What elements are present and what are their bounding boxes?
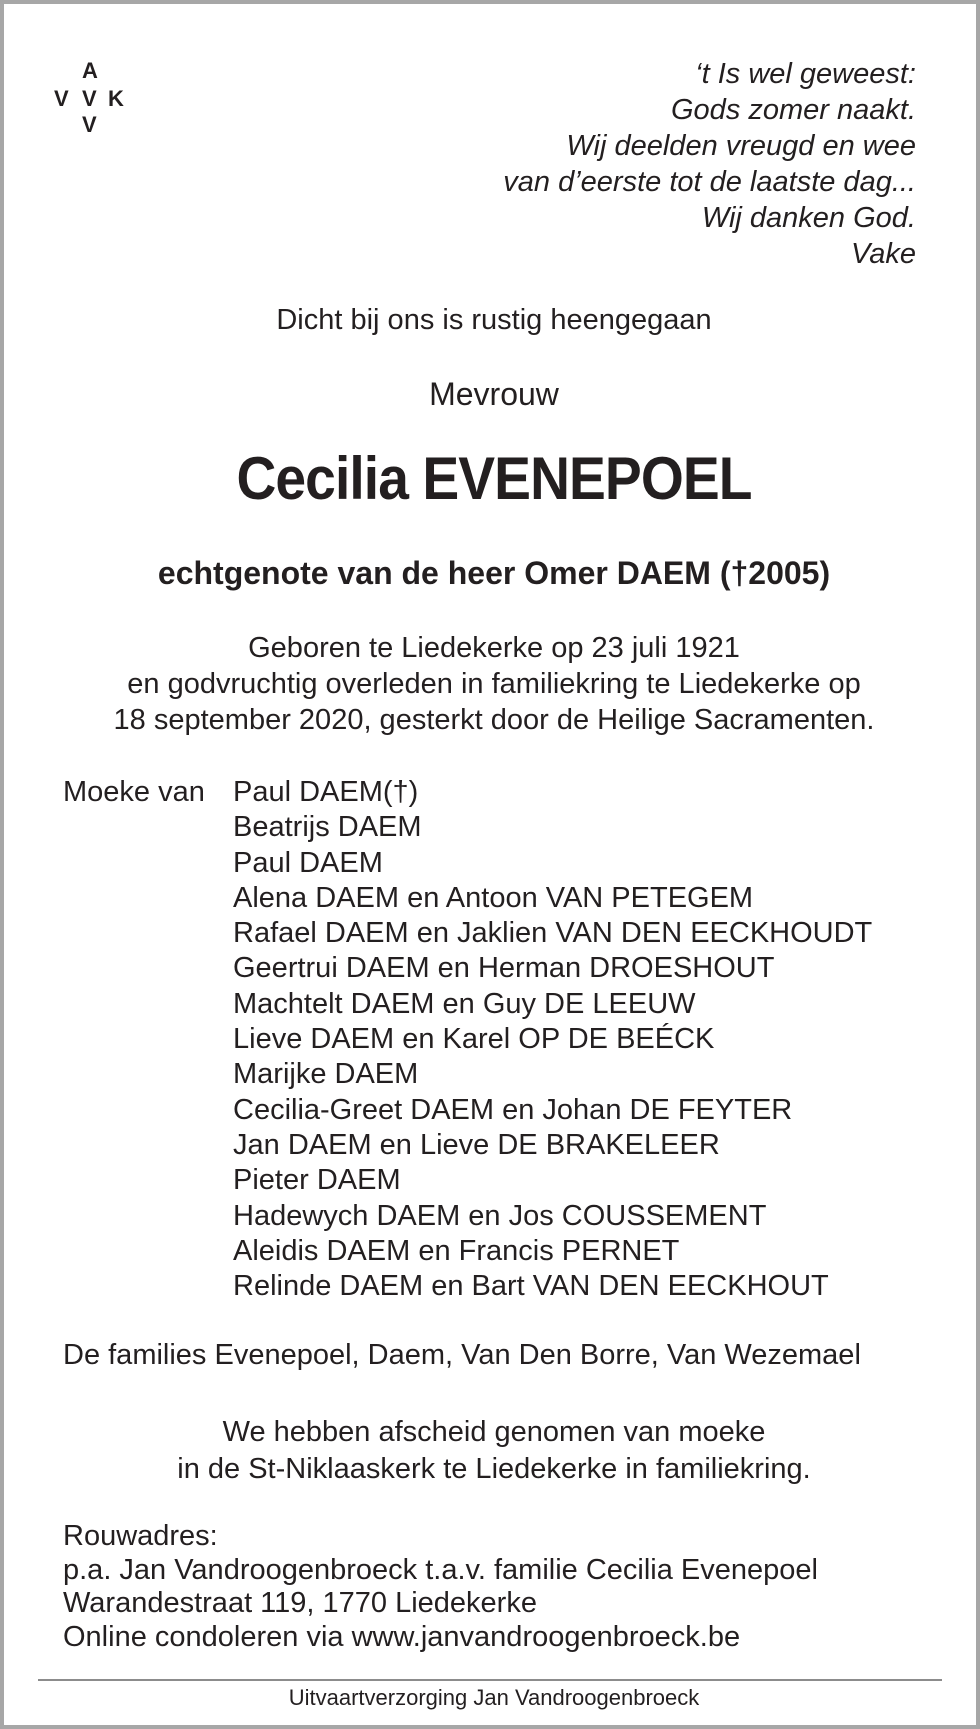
child-entry: Marijke DAEM — [233, 1058, 419, 1091]
farewell-text — [4, 1414, 980, 1488]
address-line: Warandestraat 119, 1770 Liedekerke — [63, 1587, 537, 1619]
child-entry: Cecilia-Greet DAEM en Johan DE FEYTER — [233, 1093, 793, 1126]
emblem-letter-bottom: V — [82, 112, 97, 137]
poem-line: Wij deelden vreugd en wee — [566, 130, 916, 162]
child-entry: Alena DAEM en Antoon VAN PETEGEM — [233, 881, 754, 914]
avvk-emblem — [54, 60, 130, 136]
bio-line: 18 september 2020, gesterkt door de Heilige Sacramenten. — [113, 704, 875, 736]
poem-line: Wij danken God. — [701, 202, 916, 234]
children-label: Moeke van — [63, 776, 205, 808]
emblem-letter-right: K — [108, 86, 124, 111]
farewell-line: in de St-Niklaaskerk te Liedekerke in familiekring. — [177, 1453, 811, 1485]
bio-line: Geboren te Liedekerke op 23 juli 1921 — [248, 632, 740, 664]
children-list — [233, 775, 872, 1304]
address-line: p.a. Jan Vandroogenbroeck t.a.v. familie Cecilia Evenepoel — [63, 1553, 818, 1586]
child-entry: Geertrui DAEM en Herman DROESHOUT — [233, 952, 775, 985]
child-entry: Hadewych DAEM en Jos COUSSEMENT — [233, 1199, 767, 1232]
child-entry: Beatrijs DAEM — [233, 811, 422, 844]
mourning-address — [63, 1520, 818, 1654]
spouse-line: echtgenote van de heer Omer DAEM (†2005) — [157, 555, 831, 591]
footer-divider — [38, 1679, 942, 1681]
poem-line: van d’eerste tot de laatste dag... — [503, 166, 916, 198]
salutation: Mevrouw — [429, 376, 559, 412]
child-entry: Rafael DAEM en Jaklien VAN DEN EECKHOUDT — [233, 917, 873, 950]
farewell-line: We hebben afscheid genomen van moeke — [222, 1416, 766, 1448]
address-heading: Rouwadres: — [63, 1520, 218, 1552]
child-entry: Aleidis DAEM en Francis PERNET — [233, 1234, 680, 1267]
child-entry: Pieter DAEM — [233, 1164, 401, 1197]
child-entry: Paul DAEM(†) — [233, 776, 419, 808]
poem-line: Gods zomer naakt. — [671, 94, 916, 126]
emblem-letter-center: V — [82, 86, 97, 111]
emblem-letter-top: A — [82, 58, 98, 83]
footer-funeral-home: Uitvaartverzorging Jan Vandroogenbroeck — [288, 1685, 700, 1710]
child-entry: Jan DAEM en Lieve DE BRAKELEER — [233, 1128, 720, 1161]
bio-line: en godvruchtig overleden in familiekring te Liedekerke op — [127, 668, 861, 700]
condolence-line: Online condoleren via www.janvandroogenbroeck.be — [63, 1620, 741, 1653]
intro-text: Dicht bij ons is rustig heengegaan — [276, 304, 712, 336]
families-line: De families Evenepoel, Daem, Van Den Borre, Van Wezemael — [63, 1339, 861, 1371]
child-entry: Relinde DAEM en Bart VAN DEN EECKHOUT — [233, 1270, 829, 1303]
emblem-letter-left: V — [54, 86, 69, 111]
biography — [4, 630, 980, 738]
poem-author: Vake — [850, 238, 916, 270]
child-entry: Lieve DAEM en Karel OP DE BEÉCK — [233, 1023, 715, 1056]
poem — [503, 56, 916, 272]
child-entry: Paul DAEM — [233, 846, 383, 879]
poem-line: ‘t Is wel geweest: — [695, 58, 916, 90]
deceased-name: Cecilia EVENEPOEL — [236, 445, 752, 512]
child-entry: Machtelt DAEM en Guy DE LEEUW — [233, 987, 696, 1020]
